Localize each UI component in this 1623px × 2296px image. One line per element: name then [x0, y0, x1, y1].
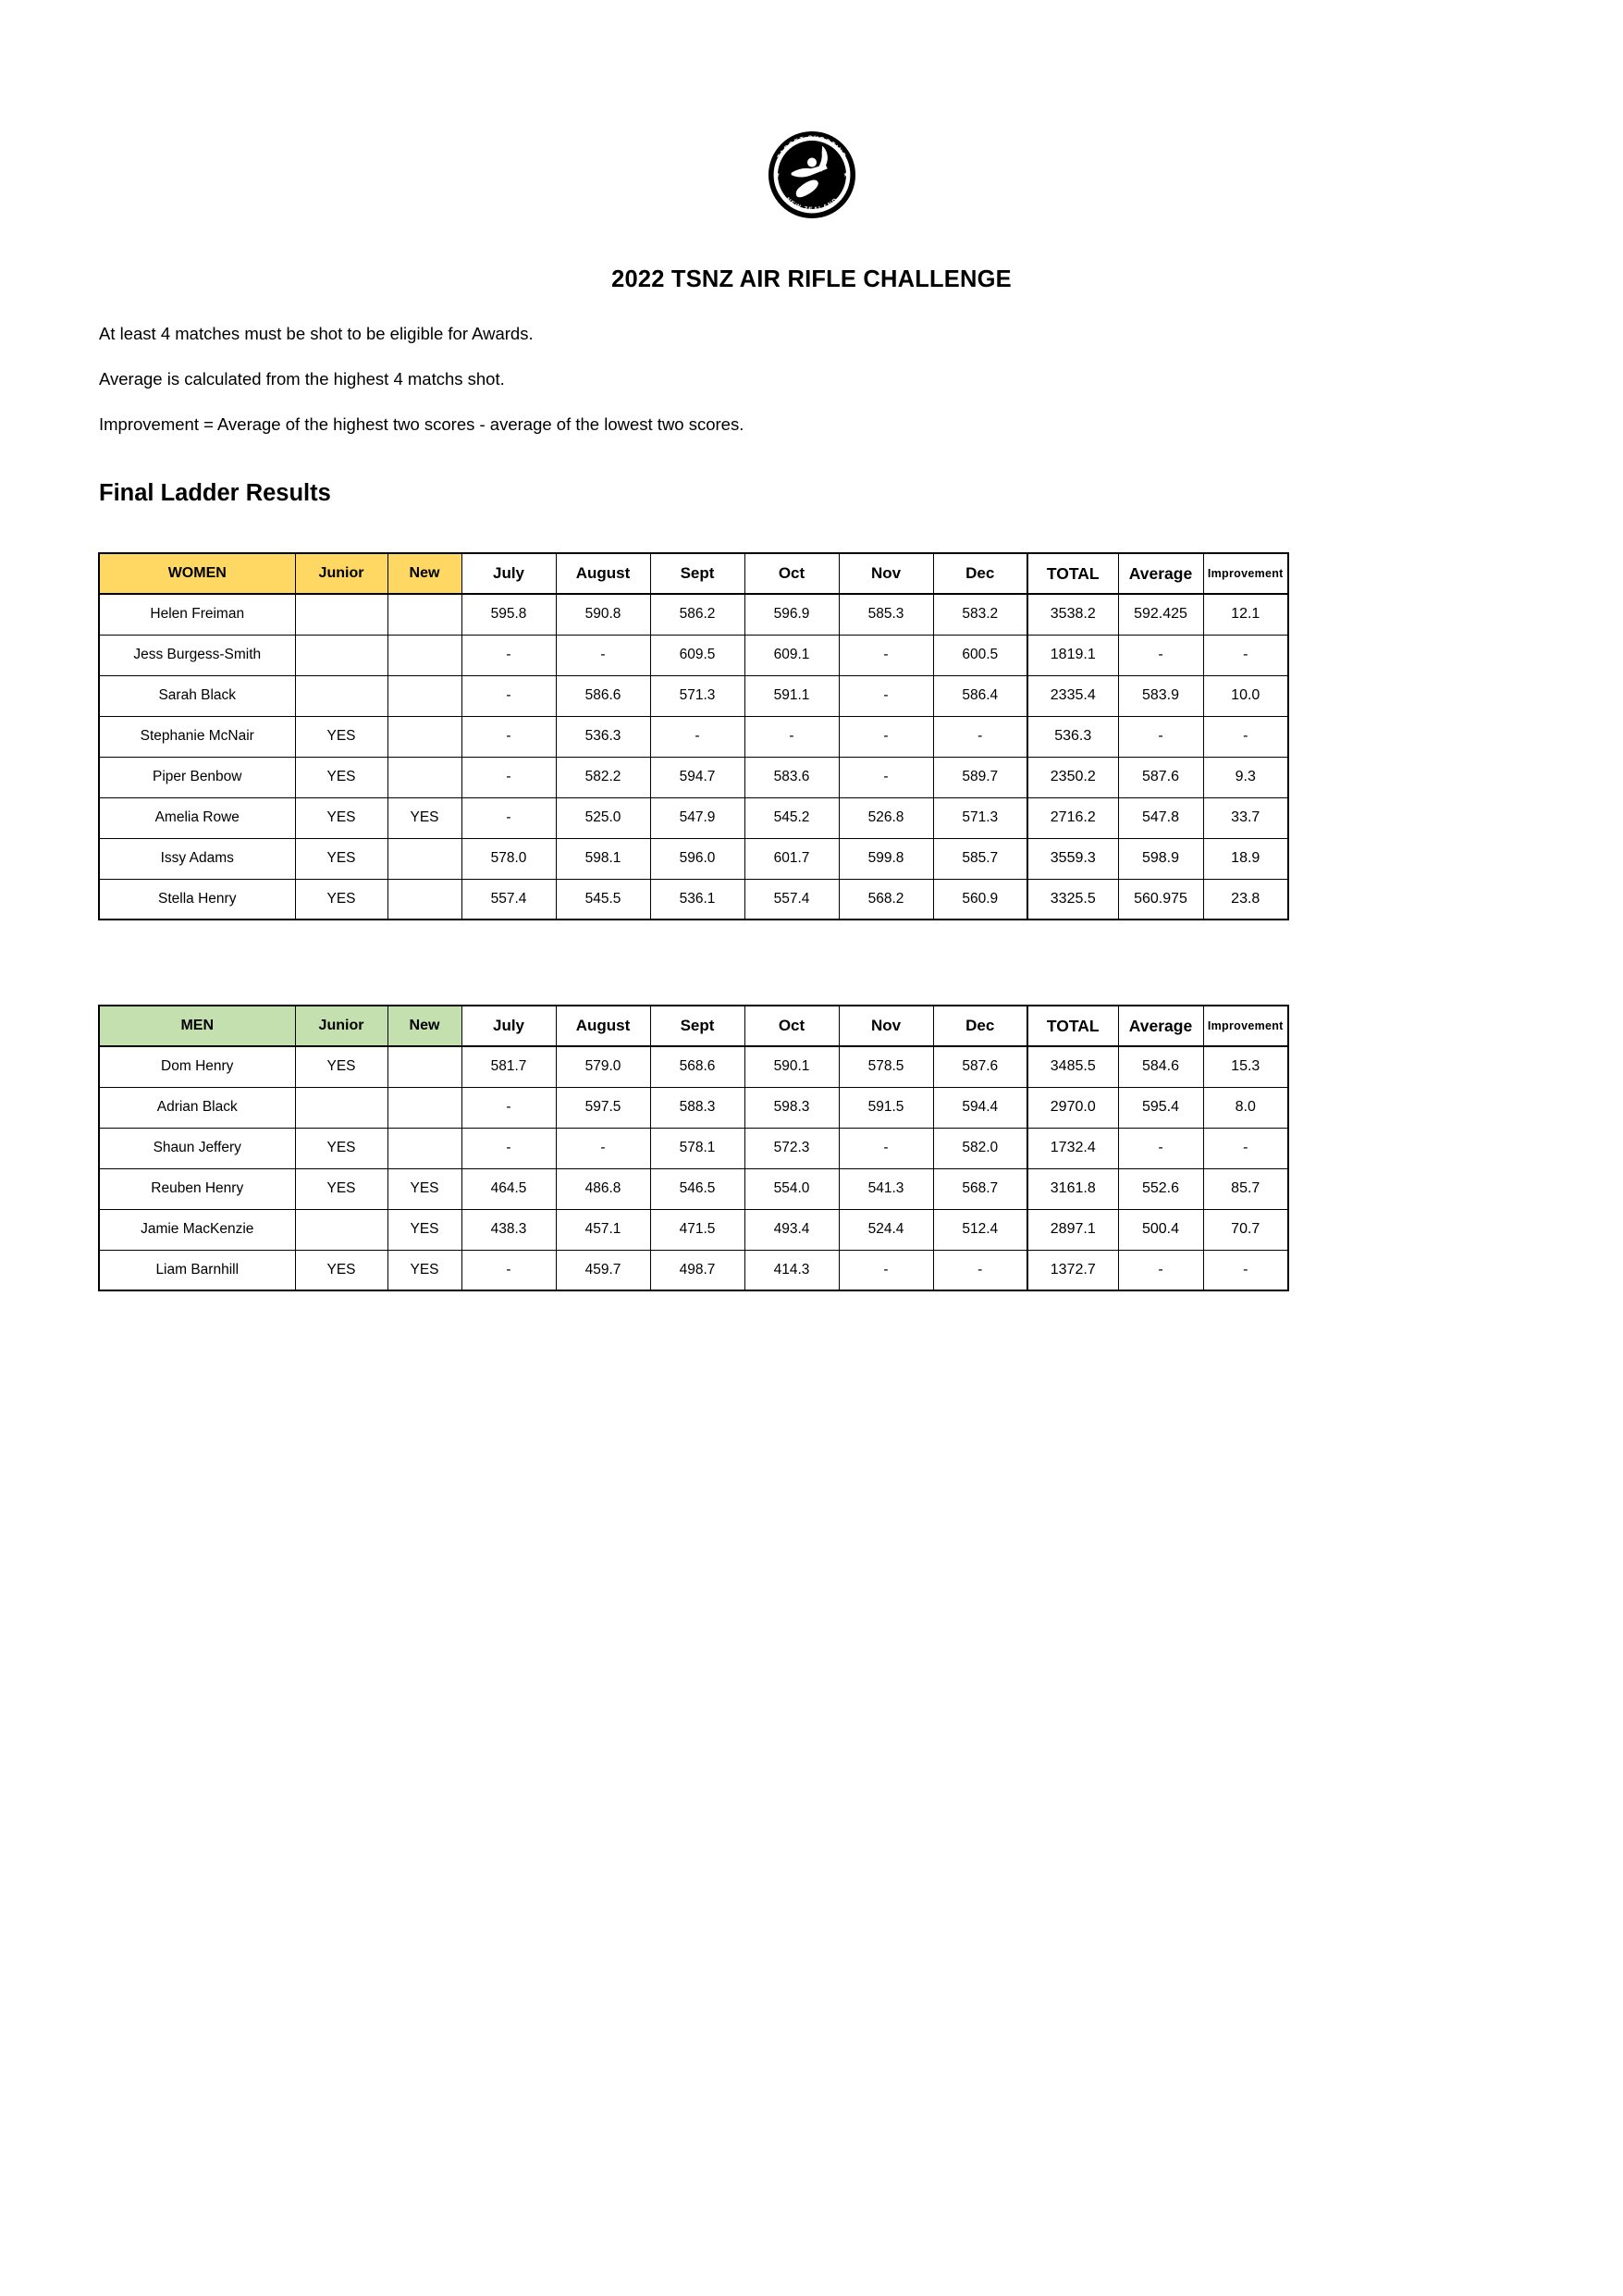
section-heading-final-ladder-results: Final Ladder Results	[99, 480, 331, 506]
score-cell-sept: 596.0	[650, 838, 744, 879]
score-cell-nov: 541.3	[839, 1168, 933, 1209]
improvement-cell: 18.9	[1203, 838, 1288, 879]
average-cell: 584.6	[1118, 1046, 1203, 1087]
men-header-nov: Nov	[839, 1006, 933, 1046]
score-cell-august: 579.0	[556, 1046, 650, 1087]
score-cell-oct: 609.1	[744, 635, 839, 675]
men-header-junior: Junior	[295, 1006, 387, 1046]
women-header-july: July	[461, 553, 556, 594]
table-row	[99, 1168, 1288, 1209]
score-cell-oct: 601.7	[744, 838, 839, 879]
score-cell-july: 438.3	[461, 1209, 556, 1250]
women-header-improvement: Improvement	[1203, 553, 1288, 594]
table-row	[99, 879, 1288, 920]
total-cell: 3325.5	[1027, 879, 1118, 920]
score-cell-august: 582.2	[556, 757, 650, 797]
score-cell-oct: 598.3	[744, 1087, 839, 1128]
junior-flag: YES	[295, 1168, 387, 1209]
table-row	[99, 675, 1288, 716]
total-cell: 3161.8	[1027, 1168, 1118, 1209]
score-cell-oct: 591.1	[744, 675, 839, 716]
new-flag	[387, 1046, 461, 1087]
junior-flag: YES	[295, 838, 387, 879]
target-shooting-nz-logo-icon	[760, 123, 864, 227]
svg-text:★: ★	[842, 170, 849, 179]
junior-flag	[295, 1209, 387, 1250]
improvement-cell: 23.8	[1203, 879, 1288, 920]
competitor-name: Piper Benbow	[99, 757, 295, 797]
new-flag	[387, 594, 461, 635]
new-flag	[387, 757, 461, 797]
women-header-new: New	[387, 553, 461, 594]
score-cell-oct: 596.9	[744, 594, 839, 635]
junior-flag: YES	[295, 757, 387, 797]
score-cell-nov: 526.8	[839, 797, 933, 838]
improvement-cell: -	[1203, 716, 1288, 757]
new-flag: YES	[387, 1209, 461, 1250]
competitor-name: Dom Henry	[99, 1046, 295, 1087]
junior-flag: YES	[295, 1250, 387, 1290]
score-cell-nov: -	[839, 757, 933, 797]
score-cell-sept: 571.3	[650, 675, 744, 716]
score-cell-nov: -	[839, 716, 933, 757]
score-cell-august: 525.0	[556, 797, 650, 838]
men-header-august: August	[556, 1006, 650, 1046]
table-row	[99, 594, 1288, 635]
score-cell-august: 545.5	[556, 879, 650, 920]
score-cell-dec: 585.7	[933, 838, 1027, 879]
new-flag: YES	[387, 797, 461, 838]
men-header-dec: Dec	[933, 1006, 1027, 1046]
junior-flag: YES	[295, 879, 387, 920]
score-cell-july: -	[461, 1250, 556, 1290]
improvement-cell: 12.1	[1203, 594, 1288, 635]
score-cell-nov: 568.2	[839, 879, 933, 920]
total-cell: 2897.1	[1027, 1209, 1118, 1250]
score-cell-dec: 600.5	[933, 635, 1027, 675]
score-cell-nov: 578.5	[839, 1046, 933, 1087]
score-cell-dec: 582.0	[933, 1128, 1027, 1168]
table-row	[99, 635, 1288, 675]
junior-flag	[295, 675, 387, 716]
new-flag	[387, 675, 461, 716]
women-header-dec: Dec	[933, 553, 1027, 594]
score-cell-august: 590.8	[556, 594, 650, 635]
improvement-cell: 70.7	[1203, 1209, 1288, 1250]
men-header-july: July	[461, 1006, 556, 1046]
total-cell: 536.3	[1027, 716, 1118, 757]
men-header-average: Average	[1118, 1006, 1203, 1046]
score-cell-august: 586.6	[556, 675, 650, 716]
score-cell-july: -	[461, 716, 556, 757]
score-cell-august: -	[556, 635, 650, 675]
junior-flag: YES	[295, 1128, 387, 1168]
score-cell-oct: 583.6	[744, 757, 839, 797]
score-cell-sept: 588.3	[650, 1087, 744, 1128]
score-cell-oct: 557.4	[744, 879, 839, 920]
table-row	[99, 716, 1288, 757]
score-cell-dec: 571.3	[933, 797, 1027, 838]
svg-text:★: ★	[773, 170, 781, 179]
score-cell-nov: -	[839, 635, 933, 675]
score-cell-sept: 547.9	[650, 797, 744, 838]
score-cell-oct: 493.4	[744, 1209, 839, 1250]
table-row	[99, 1087, 1288, 1128]
table-row	[99, 1250, 1288, 1290]
women-ladder-table-container	[98, 552, 1289, 920]
page-title: 2022 TSNZ AIR RIFLE CHALLENGE	[611, 266, 1012, 292]
total-cell: 2350.2	[1027, 757, 1118, 797]
competitor-name: Reuben Henry	[99, 1168, 295, 1209]
new-flag	[387, 879, 461, 920]
improvement-cell: 85.7	[1203, 1168, 1288, 1209]
score-cell-july: -	[461, 635, 556, 675]
score-cell-sept: 568.6	[650, 1046, 744, 1087]
men-header-improvement: Improvement	[1203, 1006, 1288, 1046]
competitor-name: Liam Barnhill	[99, 1250, 295, 1290]
men-header-category: MEN	[99, 1006, 295, 1046]
men-ladder-table	[98, 1005, 1289, 1291]
men-header-new: New	[387, 1006, 461, 1046]
average-cell: 587.6	[1118, 757, 1203, 797]
men-table-header-row	[99, 1006, 1288, 1046]
score-cell-august: 598.1	[556, 838, 650, 879]
score-cell-august: 459.7	[556, 1250, 650, 1290]
women-header-total: TOTAL	[1027, 553, 1118, 594]
score-cell-july: 464.5	[461, 1168, 556, 1209]
score-cell-nov: 585.3	[839, 594, 933, 635]
score-cell-dec: 512.4	[933, 1209, 1027, 1250]
women-header-august: August	[556, 553, 650, 594]
score-cell-oct: 572.3	[744, 1128, 839, 1168]
women-ladder-table	[98, 552, 1289, 920]
svg-text:NEW ZEALAND: NEW ZEALAND	[783, 196, 840, 214]
competitor-name: Stella Henry	[99, 879, 295, 920]
score-cell-sept: -	[650, 716, 744, 757]
total-cell: 2335.4	[1027, 675, 1118, 716]
men-header-sept: Sept	[650, 1006, 744, 1046]
score-cell-sept: 578.1	[650, 1128, 744, 1168]
score-cell-nov: -	[839, 675, 933, 716]
score-cell-sept: 546.5	[650, 1168, 744, 1209]
score-cell-july: -	[461, 1087, 556, 1128]
score-cell-july: 557.4	[461, 879, 556, 920]
score-cell-dec: 586.4	[933, 675, 1027, 716]
women-header-sept: Sept	[650, 553, 744, 594]
junior-flag	[295, 1087, 387, 1128]
improvement-cell: 15.3	[1203, 1046, 1288, 1087]
competitor-name: Sarah Black	[99, 675, 295, 716]
average-cell: 547.8	[1118, 797, 1203, 838]
new-flag: YES	[387, 1250, 461, 1290]
note-line-1: At least 4 matches must be shot to be eligible for Awards.	[99, 324, 534, 343]
svg-text:TARGET SHOOTING: TARGET SHOOTING	[776, 134, 847, 160]
improvement-cell: 8.0	[1203, 1087, 1288, 1128]
score-cell-sept: 594.7	[650, 757, 744, 797]
improvement-cell: 9.3	[1203, 757, 1288, 797]
total-cell: 1732.4	[1027, 1128, 1118, 1168]
score-cell-sept: 471.5	[650, 1209, 744, 1250]
table-row	[99, 1209, 1288, 1250]
average-cell: 560.975	[1118, 879, 1203, 920]
intro-notes	[99, 324, 1301, 460]
total-cell: 2716.2	[1027, 797, 1118, 838]
score-cell-july: -	[461, 797, 556, 838]
score-cell-july: 578.0	[461, 838, 556, 879]
score-cell-dec: 589.7	[933, 757, 1027, 797]
score-cell-oct: 545.2	[744, 797, 839, 838]
average-cell: 592.425	[1118, 594, 1203, 635]
score-cell-dec: 587.6	[933, 1046, 1027, 1087]
score-cell-oct: -	[744, 716, 839, 757]
score-cell-dec: 568.7	[933, 1168, 1027, 1209]
average-cell: 552.6	[1118, 1168, 1203, 1209]
score-cell-august: 486.8	[556, 1168, 650, 1209]
men-header-oct: Oct	[744, 1006, 839, 1046]
total-cell: 1372.7	[1027, 1250, 1118, 1290]
total-cell: 3559.3	[1027, 838, 1118, 879]
improvement-cell: -	[1203, 635, 1288, 675]
junior-flag	[295, 594, 387, 635]
new-flag	[387, 1087, 461, 1128]
improvement-cell: -	[1203, 1128, 1288, 1168]
junior-flag: YES	[295, 1046, 387, 1087]
score-cell-dec: 583.2	[933, 594, 1027, 635]
average-cell: -	[1118, 635, 1203, 675]
women-header-category: WOMEN	[99, 553, 295, 594]
table-row	[99, 1046, 1288, 1087]
score-cell-august: 597.5	[556, 1087, 650, 1128]
score-cell-sept: 498.7	[650, 1250, 744, 1290]
score-cell-august: 457.1	[556, 1209, 650, 1250]
score-cell-nov: -	[839, 1250, 933, 1290]
total-cell: 1819.1	[1027, 635, 1118, 675]
women-header-nov: Nov	[839, 553, 933, 594]
improvement-cell: 10.0	[1203, 675, 1288, 716]
new-flag	[387, 1128, 461, 1168]
average-cell: -	[1118, 1250, 1203, 1290]
total-cell: 2970.0	[1027, 1087, 1118, 1128]
competitor-name: Amelia Rowe	[99, 797, 295, 838]
score-cell-july: 595.8	[461, 594, 556, 635]
women-table-body	[99, 594, 1288, 920]
score-cell-july: -	[461, 1128, 556, 1168]
score-cell-july: 581.7	[461, 1046, 556, 1087]
average-cell: -	[1118, 1128, 1203, 1168]
total-cell: 3538.2	[1027, 594, 1118, 635]
note-line-3: Improvement = Average of the highest two scores - average of the lowest two scores.	[99, 414, 744, 434]
average-cell: 500.4	[1118, 1209, 1203, 1250]
women-table-header-row	[99, 553, 1288, 594]
competitor-name: Stephanie McNair	[99, 716, 295, 757]
score-cell-dec: 560.9	[933, 879, 1027, 920]
table-row	[99, 757, 1288, 797]
new-flag	[387, 635, 461, 675]
score-cell-nov: 524.4	[839, 1209, 933, 1250]
junior-flag: YES	[295, 797, 387, 838]
new-flag	[387, 716, 461, 757]
score-cell-sept: 536.1	[650, 879, 744, 920]
score-cell-sept: 609.5	[650, 635, 744, 675]
table-row	[99, 1128, 1288, 1168]
women-header-average: Average	[1118, 553, 1203, 594]
score-cell-dec: 594.4	[933, 1087, 1027, 1128]
men-ladder-table-container	[98, 1005, 1289, 1291]
total-cell: 3485.5	[1027, 1046, 1118, 1087]
average-cell: -	[1118, 716, 1203, 757]
table-row	[99, 838, 1288, 879]
competitor-name: Shaun Jeffery	[99, 1128, 295, 1168]
competitor-name: Jess Burgess-Smith	[99, 635, 295, 675]
improvement-cell: -	[1203, 1250, 1288, 1290]
junior-flag	[295, 635, 387, 675]
new-flag: YES	[387, 1168, 461, 1209]
women-header-junior: Junior	[295, 553, 387, 594]
score-cell-august: -	[556, 1128, 650, 1168]
logo-container	[0, 123, 1623, 227]
score-cell-nov: 599.8	[839, 838, 933, 879]
average-cell: 595.4	[1118, 1087, 1203, 1128]
average-cell: 598.9	[1118, 838, 1203, 879]
men-header-total: TOTAL	[1027, 1006, 1118, 1046]
improvement-cell: 33.7	[1203, 797, 1288, 838]
score-cell-dec: -	[933, 716, 1027, 757]
score-cell-july: -	[461, 757, 556, 797]
score-cell-nov: -	[839, 1128, 933, 1168]
score-cell-oct: 414.3	[744, 1250, 839, 1290]
score-cell-dec: -	[933, 1250, 1027, 1290]
note-line-2: Average is calculated from the highest 4 matchs shot.	[99, 369, 505, 389]
average-cell: 583.9	[1118, 675, 1203, 716]
new-flag	[387, 838, 461, 879]
men-table-body	[99, 1046, 1288, 1290]
score-cell-nov: 591.5	[839, 1087, 933, 1128]
competitor-name: Adrian Black	[99, 1087, 295, 1128]
competitor-name: Issy Adams	[99, 838, 295, 879]
score-cell-july: -	[461, 675, 556, 716]
score-cell-oct: 590.1	[744, 1046, 839, 1087]
competitor-name: Jamie MacKenzie	[99, 1209, 295, 1250]
women-header-oct: Oct	[744, 553, 839, 594]
table-row	[99, 797, 1288, 838]
competitor-name: Helen Freiman	[99, 594, 295, 635]
score-cell-sept: 586.2	[650, 594, 744, 635]
junior-flag: YES	[295, 716, 387, 757]
score-cell-august: 536.3	[556, 716, 650, 757]
score-cell-oct: 554.0	[744, 1168, 839, 1209]
